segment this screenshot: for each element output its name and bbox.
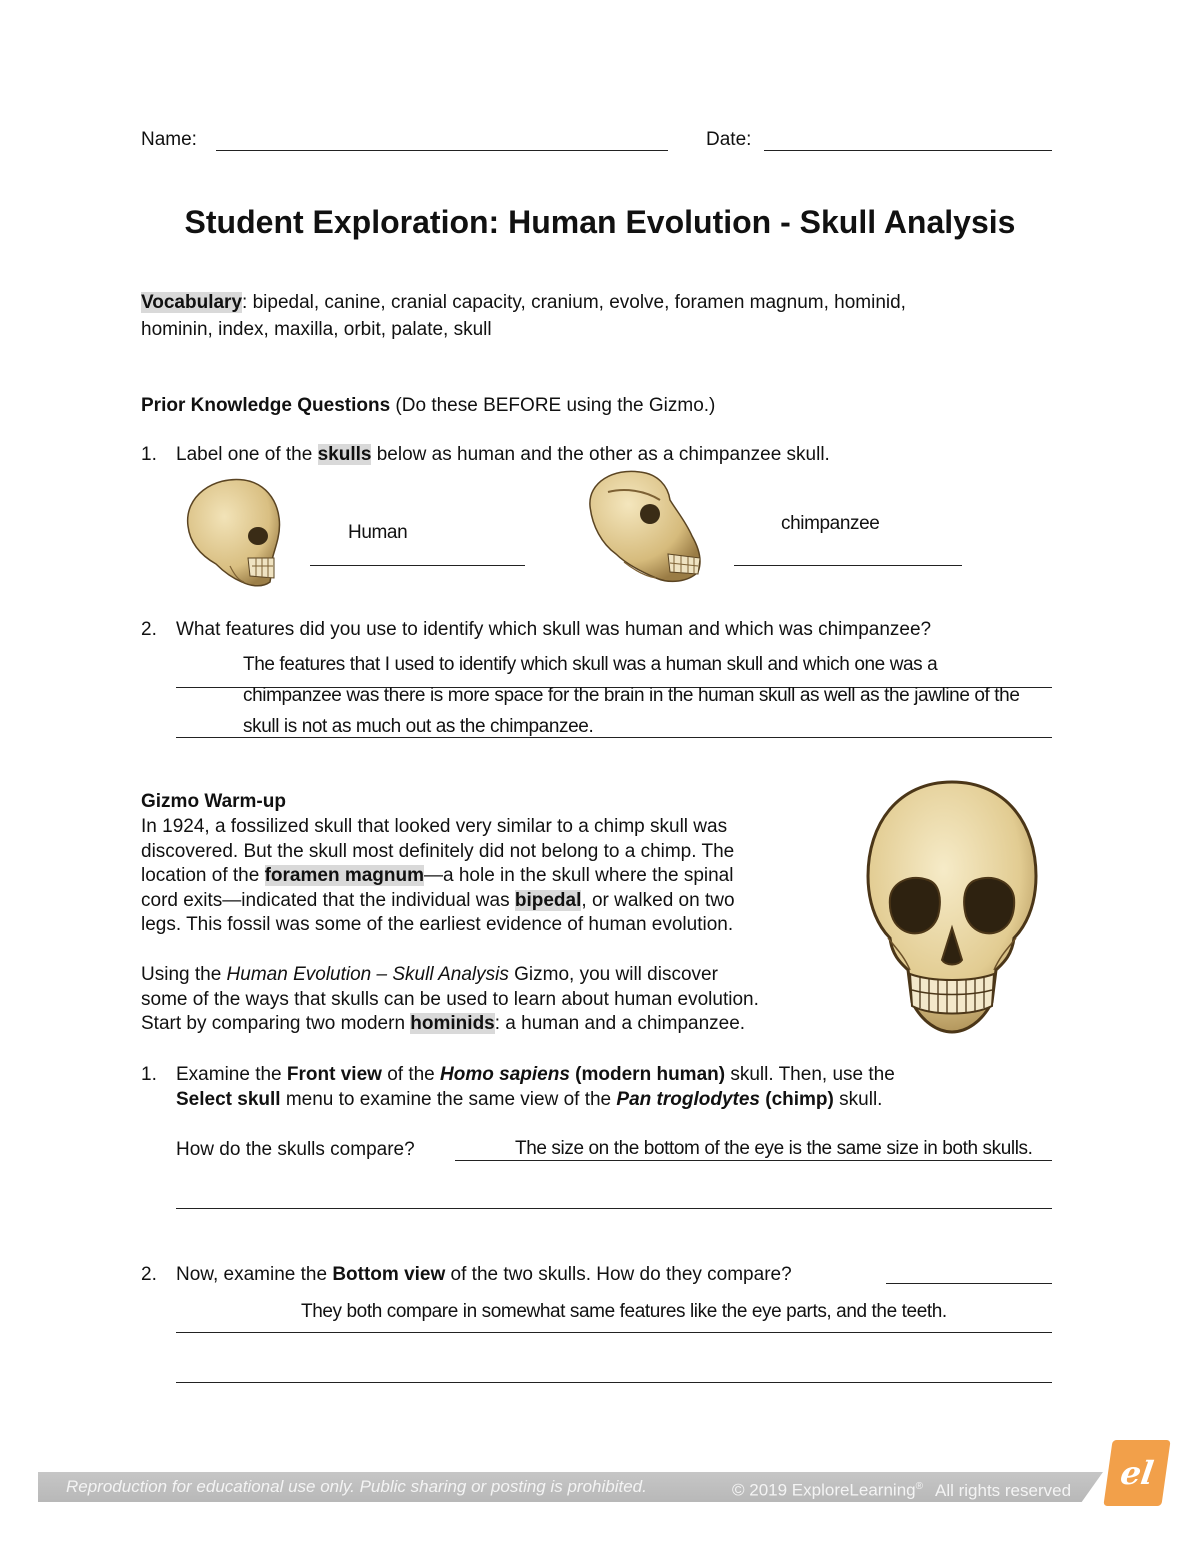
chimpanzee-skull-side-image	[584, 466, 708, 590]
prior-q1-answer-right: chimpanzee	[781, 513, 880, 534]
q1-pre: Label one of the	[176, 444, 318, 465]
bottom-view-term: Bottom view	[332, 1264, 446, 1285]
foramen-magnum-term: foramen magnum	[264, 865, 425, 887]
logo-letters: el	[1118, 1454, 1156, 1492]
prior-q2-answer-rule-2[interactable]	[176, 737, 1052, 738]
q1-post: below as human and the other as a chimpanzee skull.	[371, 444, 830, 465]
q1-answer: The size on the bottom of the eye is the same size in both skulls.	[515, 1138, 1033, 1159]
prior-q2-number: 2.	[141, 619, 157, 640]
p2-l3b: : a human and a chimpanzee.	[494, 1013, 746, 1035]
prior-q1-text	[176, 443, 830, 467]
rights-text: All rights reserved	[934, 1480, 1072, 1500]
prior-heading-note: (Do these BEFORE using the Gizmo.)	[390, 395, 716, 416]
q1-l1a: Examine the	[176, 1064, 287, 1085]
registered-mark: ®	[915, 1481, 923, 1492]
p1-l3b: —a hole in the skull where the spinal	[424, 865, 734, 887]
prior-q2-answer-line-3: skull is not as much out as the chimpanzee.	[243, 716, 594, 737]
prior-q2-text: What features did you use to identify which skull was human and which was chimpanzee?	[176, 619, 932, 640]
prior-q1-answer-line-left[interactable]	[310, 565, 525, 566]
human-skull-front-image	[862, 778, 1042, 1036]
q1-l2a: menu to examine the same view of the	[280, 1089, 617, 1110]
warmup-p1-line-5: legs. This fossil was some of the earliest evidence of human evolution.	[141, 914, 734, 936]
warmup-p2-line-2: some of the ways that skulls can be used to learn about human evolution.	[141, 988, 759, 1010]
p2-l3a: Start by comparing two modern	[141, 1013, 411, 1035]
footer-copyright	[732, 1472, 1071, 1506]
bipedal-term: bipedal	[514, 889, 582, 911]
prior-q1-answer-left: Human	[348, 522, 408, 543]
chimp-term: (chimp)	[759, 1089, 834, 1110]
pan-troglodytes-term: Pan troglodytes	[616, 1089, 760, 1110]
p1-l3a: location of the	[141, 865, 265, 887]
q2-answer-rule-1[interactable]	[176, 1332, 1052, 1333]
q1-term: skulls	[317, 444, 372, 465]
q1-answer-rule-2[interactable]	[176, 1208, 1052, 1209]
warmup-p1-line-3	[141, 864, 841, 889]
p2-l1a: Using the	[141, 964, 227, 985]
q2-answer: They both compare in somewhat same features like the eye parts, and the teeth.	[301, 1301, 947, 1322]
copyright-text: © 2019 ExploreLearning	[732, 1480, 916, 1500]
date-label: Date:	[706, 129, 752, 150]
modern-human-term: (modern human)	[569, 1064, 726, 1085]
q1-number: 1.	[141, 1064, 157, 1085]
explorelearning-logo	[1103, 1440, 1170, 1506]
warmup-p1-line-4	[141, 889, 841, 914]
q2-b: of the two skulls. How do they compare?	[445, 1264, 792, 1285]
p2-l1b: Gizmo, you will discover	[508, 964, 718, 985]
q1-l1c: skull. Then, use the	[725, 1064, 895, 1085]
date-field-line[interactable]	[764, 150, 1052, 151]
q2-number: 2.	[141, 1264, 157, 1285]
warmup-paragraph-2	[141, 963, 861, 1037]
vocabulary-line-1	[141, 291, 906, 315]
name-field-line[interactable]	[216, 150, 668, 151]
prior-q1-answer-line-right[interactable]	[734, 565, 962, 566]
prior-q2-answer-line-2: chimpanzee was there is more space for the brain in the human skull as well as the jawline of the	[243, 685, 1020, 706]
select-skull-term: Select skull	[176, 1089, 281, 1110]
vocabulary-terms: : bipedal, canine, cranial capacity, cranium, evolve, foramen magnum, hominid,	[242, 292, 906, 313]
q2-a: Now, examine the	[176, 1264, 333, 1285]
prior-q2-answer-line-1: The features that I used to identify which skull was a human skull and which one was a	[243, 654, 938, 675]
p1-l4b: , or walked on two	[581, 889, 735, 911]
prior-knowledge-heading	[141, 394, 715, 418]
warmup-p2-line-3	[141, 1012, 861, 1037]
front-view-term: Front view	[286, 1064, 382, 1085]
warmup-p2-line-1	[141, 963, 861, 988]
q1-text-line-1	[176, 1063, 895, 1087]
q1-l2b: skull.	[833, 1089, 883, 1110]
prior-q1-number: 1.	[141, 444, 157, 465]
prior-heading-bold: Prior Knowledge Questions	[141, 395, 391, 416]
hominids-term: hominids	[410, 1013, 495, 1035]
human-skull-side-image	[178, 474, 286, 590]
q2-answer-rule-2[interactable]	[176, 1382, 1052, 1383]
q1-prompt: How do the skulls compare?	[176, 1139, 415, 1160]
name-label: Name:	[141, 129, 197, 150]
q1-text-line-2	[176, 1088, 882, 1112]
page-title: Student Exploration: Human Evolution - Skull Analysis	[184, 204, 1016, 240]
gizmo-name: Human Evolution – Skull Analysis	[226, 964, 509, 985]
vocabulary-line-2: hominin, index, maxilla, orbit, palate, skull	[141, 319, 492, 340]
footer-notice: Reproduction for educational use only. Public sharing or posting is prohibited.	[66, 1477, 647, 1496]
warmup-paragraph-1	[141, 815, 841, 938]
warmup-p1-line-1: In 1924, a fossilized skull that looked very similar to a chimp skull was	[141, 816, 728, 837]
warmup-heading: Gizmo Warm-up	[141, 791, 286, 812]
q1-answer-rule-1[interactable]	[455, 1160, 1052, 1161]
homo-sapiens-term: Homo sapiens	[440, 1064, 570, 1085]
warmup-p1-line-2: discovered. But the skull most definitely did not belong to a chimp. The	[141, 840, 735, 862]
vocabulary-label: Vocabulary	[141, 292, 243, 313]
q2-text	[176, 1263, 792, 1287]
q2-answer-rule-inline[interactable]	[886, 1283, 1052, 1284]
q1-l1b: of the	[381, 1064, 441, 1085]
p1-l4a: cord exits—indicated that the individual was	[141, 889, 515, 911]
